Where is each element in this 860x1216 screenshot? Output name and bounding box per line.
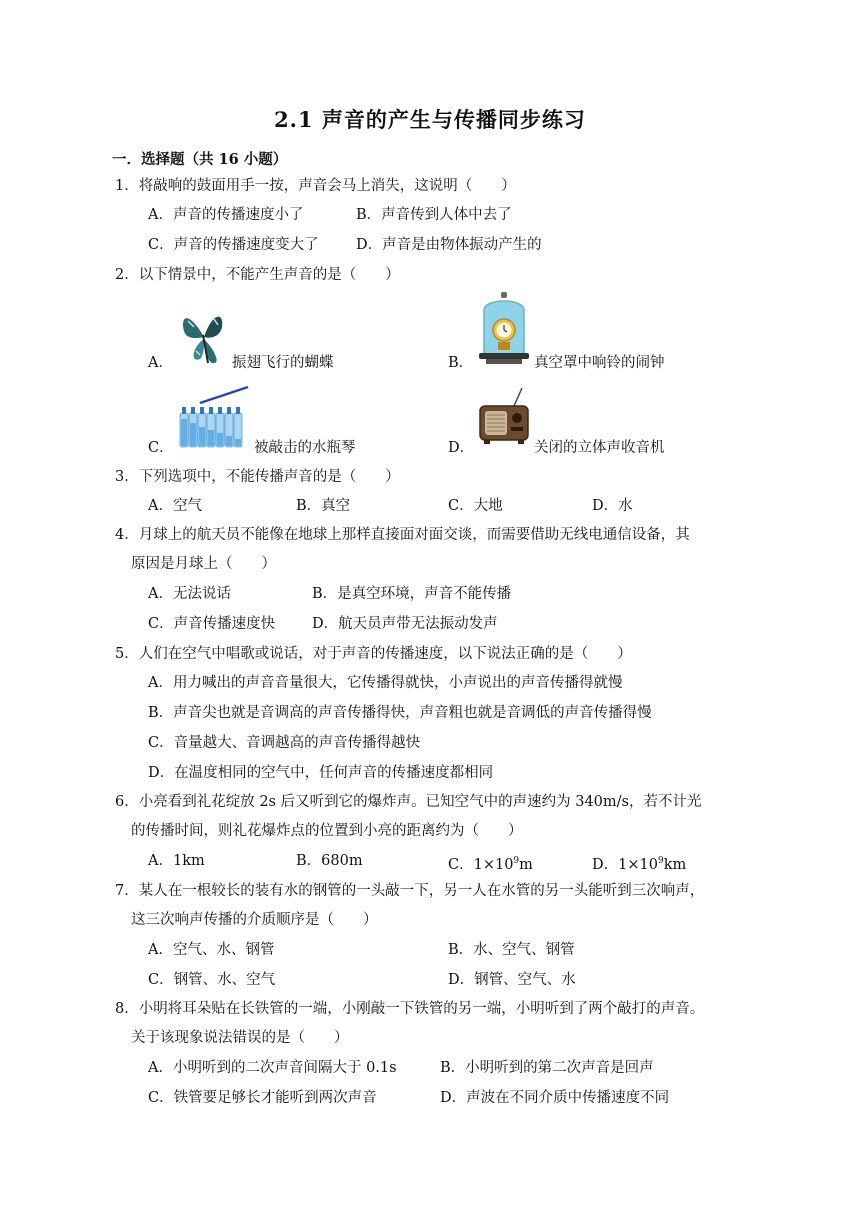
question-8-stem-continued: 关于该现象说法错误的是（ ） [131, 1030, 349, 1046]
question-8-option-a: A．小明听到的二次声音间隔大于 0.1s [148, 1060, 397, 1076]
question-7-stem: 7．某人在一根较长的装有水的钢管的一头敲一下，另一人在水管的另一头能听到三次响声， [115, 883, 705, 899]
question-5-stem: 5．人们在空气中唱歌或说话，对于声音的传播速度，以下说法正确的是（ ） [115, 646, 632, 662]
question-2-option-c-text: 被敲击的水瓶琴 [254, 440, 356, 456]
question-7-option-a: A．空气、水、钢管 [148, 942, 275, 958]
question-5-option-c: C．音量越大、音调越高的声音传播得越快 [148, 735, 421, 751]
section-heading: 一．选择题（共 16 小题） [112, 151, 288, 168]
question-1-option-b: B．声音传到人体中去了 [356, 207, 512, 223]
question-6-option-d: D．$1\times 10^9km$ [592, 856, 687, 873]
bell-jar-alarm-clock-icon [476, 292, 532, 366]
question-4-option-b: B．是真空环境，声音不能传播 [312, 586, 512, 602]
question-2-option-d-letter: D． [448, 440, 475, 456]
question-3-option-b: B．真空 [296, 498, 351, 514]
question-6-stem-continued: 的传播时间，则礼花爆炸点的位置到小亮的距离约为（ ） [131, 823, 523, 839]
question-4-option-a: A．无法说话 [148, 586, 231, 602]
question-1-option-d: D．声音是由物体振动产生的 [356, 237, 542, 253]
question-2-option-c-letter: C． [148, 440, 174, 456]
butterfly-icon [178, 307, 230, 369]
question-2-option-d-text: 关闭的立体声收音机 [534, 440, 665, 456]
water-bottle-xylophone-icon [176, 383, 252, 451]
question-8-stem: 8．小明将耳朵贴在长铁管的一端，小刚敲一下铁管的另一端，小明听到了两个敲打的声音。 [115, 1001, 705, 1017]
question-3-option-a: A．空气 [148, 498, 202, 514]
question-6-option-b: B．680m [296, 853, 363, 869]
question-6-stem: 6．小亮看到礼花绽放 2s 后又听到它的爆炸声。已知空气中的声速约为 340m/s，若不计光 [115, 794, 702, 810]
question-1-stem: 1．将敲响的鼓面用手一按，声音会马上消失，这说明（ ） [115, 178, 516, 194]
question-7-option-c: C．钢管、水、空气 [148, 972, 276, 988]
question-7-option-b: B．水、空气、钢管 [448, 942, 575, 958]
question-5-option-b: B．声音尖也就是音调高的声音传播得快，声音粗也就是音调低的声音传播得慢 [148, 705, 652, 721]
question-6-option-a: A．1km [148, 853, 205, 869]
question-3-stem: 3．下列选项中，不能传播声音的是（ ） [115, 469, 400, 485]
question-4-option-d: D．航天员声带无法振动发声 [312, 616, 498, 632]
question-8-option-b: B．小明听到的第二次声音是回声 [440, 1060, 654, 1076]
question-5-option-d: D．在温度相同的空气中，任何声音的传播速度都相同 [148, 765, 494, 781]
question-7-stem-continued: 这三次响声传播的介质顺序是（ ） [131, 912, 378, 928]
radio-icon [476, 386, 532, 446]
question-3-option-d: D．水 [592, 498, 633, 514]
question-3-option-c: C．大地 [448, 498, 503, 514]
question-2-option-a-letter: A． [148, 355, 173, 371]
question-4-option-c: C．声音传播速度快 [148, 616, 276, 632]
page-title: 2.1 声音的产生与传播同步练习 [274, 107, 586, 132]
question-2-option-b-letter: B． [448, 355, 474, 371]
question-4-stem-continued: 原因是月球上（ ） [131, 556, 276, 572]
question-5-option-a: A．用力喊出的声音音量很大，它传播得就快，小声说出的声音传播得就慢 [148, 675, 623, 691]
question-4-stem: 4．月球上的航天员不能像在地球上那样直接面对面交谈，而需要借助无线电通信设备，其 [115, 527, 690, 543]
question-2-option-b-text: 真空罩中响铃的闹钟 [534, 355, 665, 371]
question-8-option-c: C．铁管要足够长才能听到两次声音 [148, 1090, 377, 1106]
question-8-option-d: D．声波在不同介质中传播速度不同 [440, 1090, 670, 1106]
question-7-option-d: D．钢管、空气、水 [448, 972, 576, 988]
question-2-option-a-text: 振翅飞行的蝴蝶 [232, 355, 334, 371]
question-2-stem: 2．以下情景中，不能产生声音的是（ ） [115, 267, 400, 283]
question-6-option-c: C．$1\times 10^9m$ [448, 856, 533, 873]
question-1-option-c: C．声音的传播速度变大了 [148, 237, 319, 253]
question-1-option-a: A．声音的传播速度小了 [148, 207, 304, 223]
